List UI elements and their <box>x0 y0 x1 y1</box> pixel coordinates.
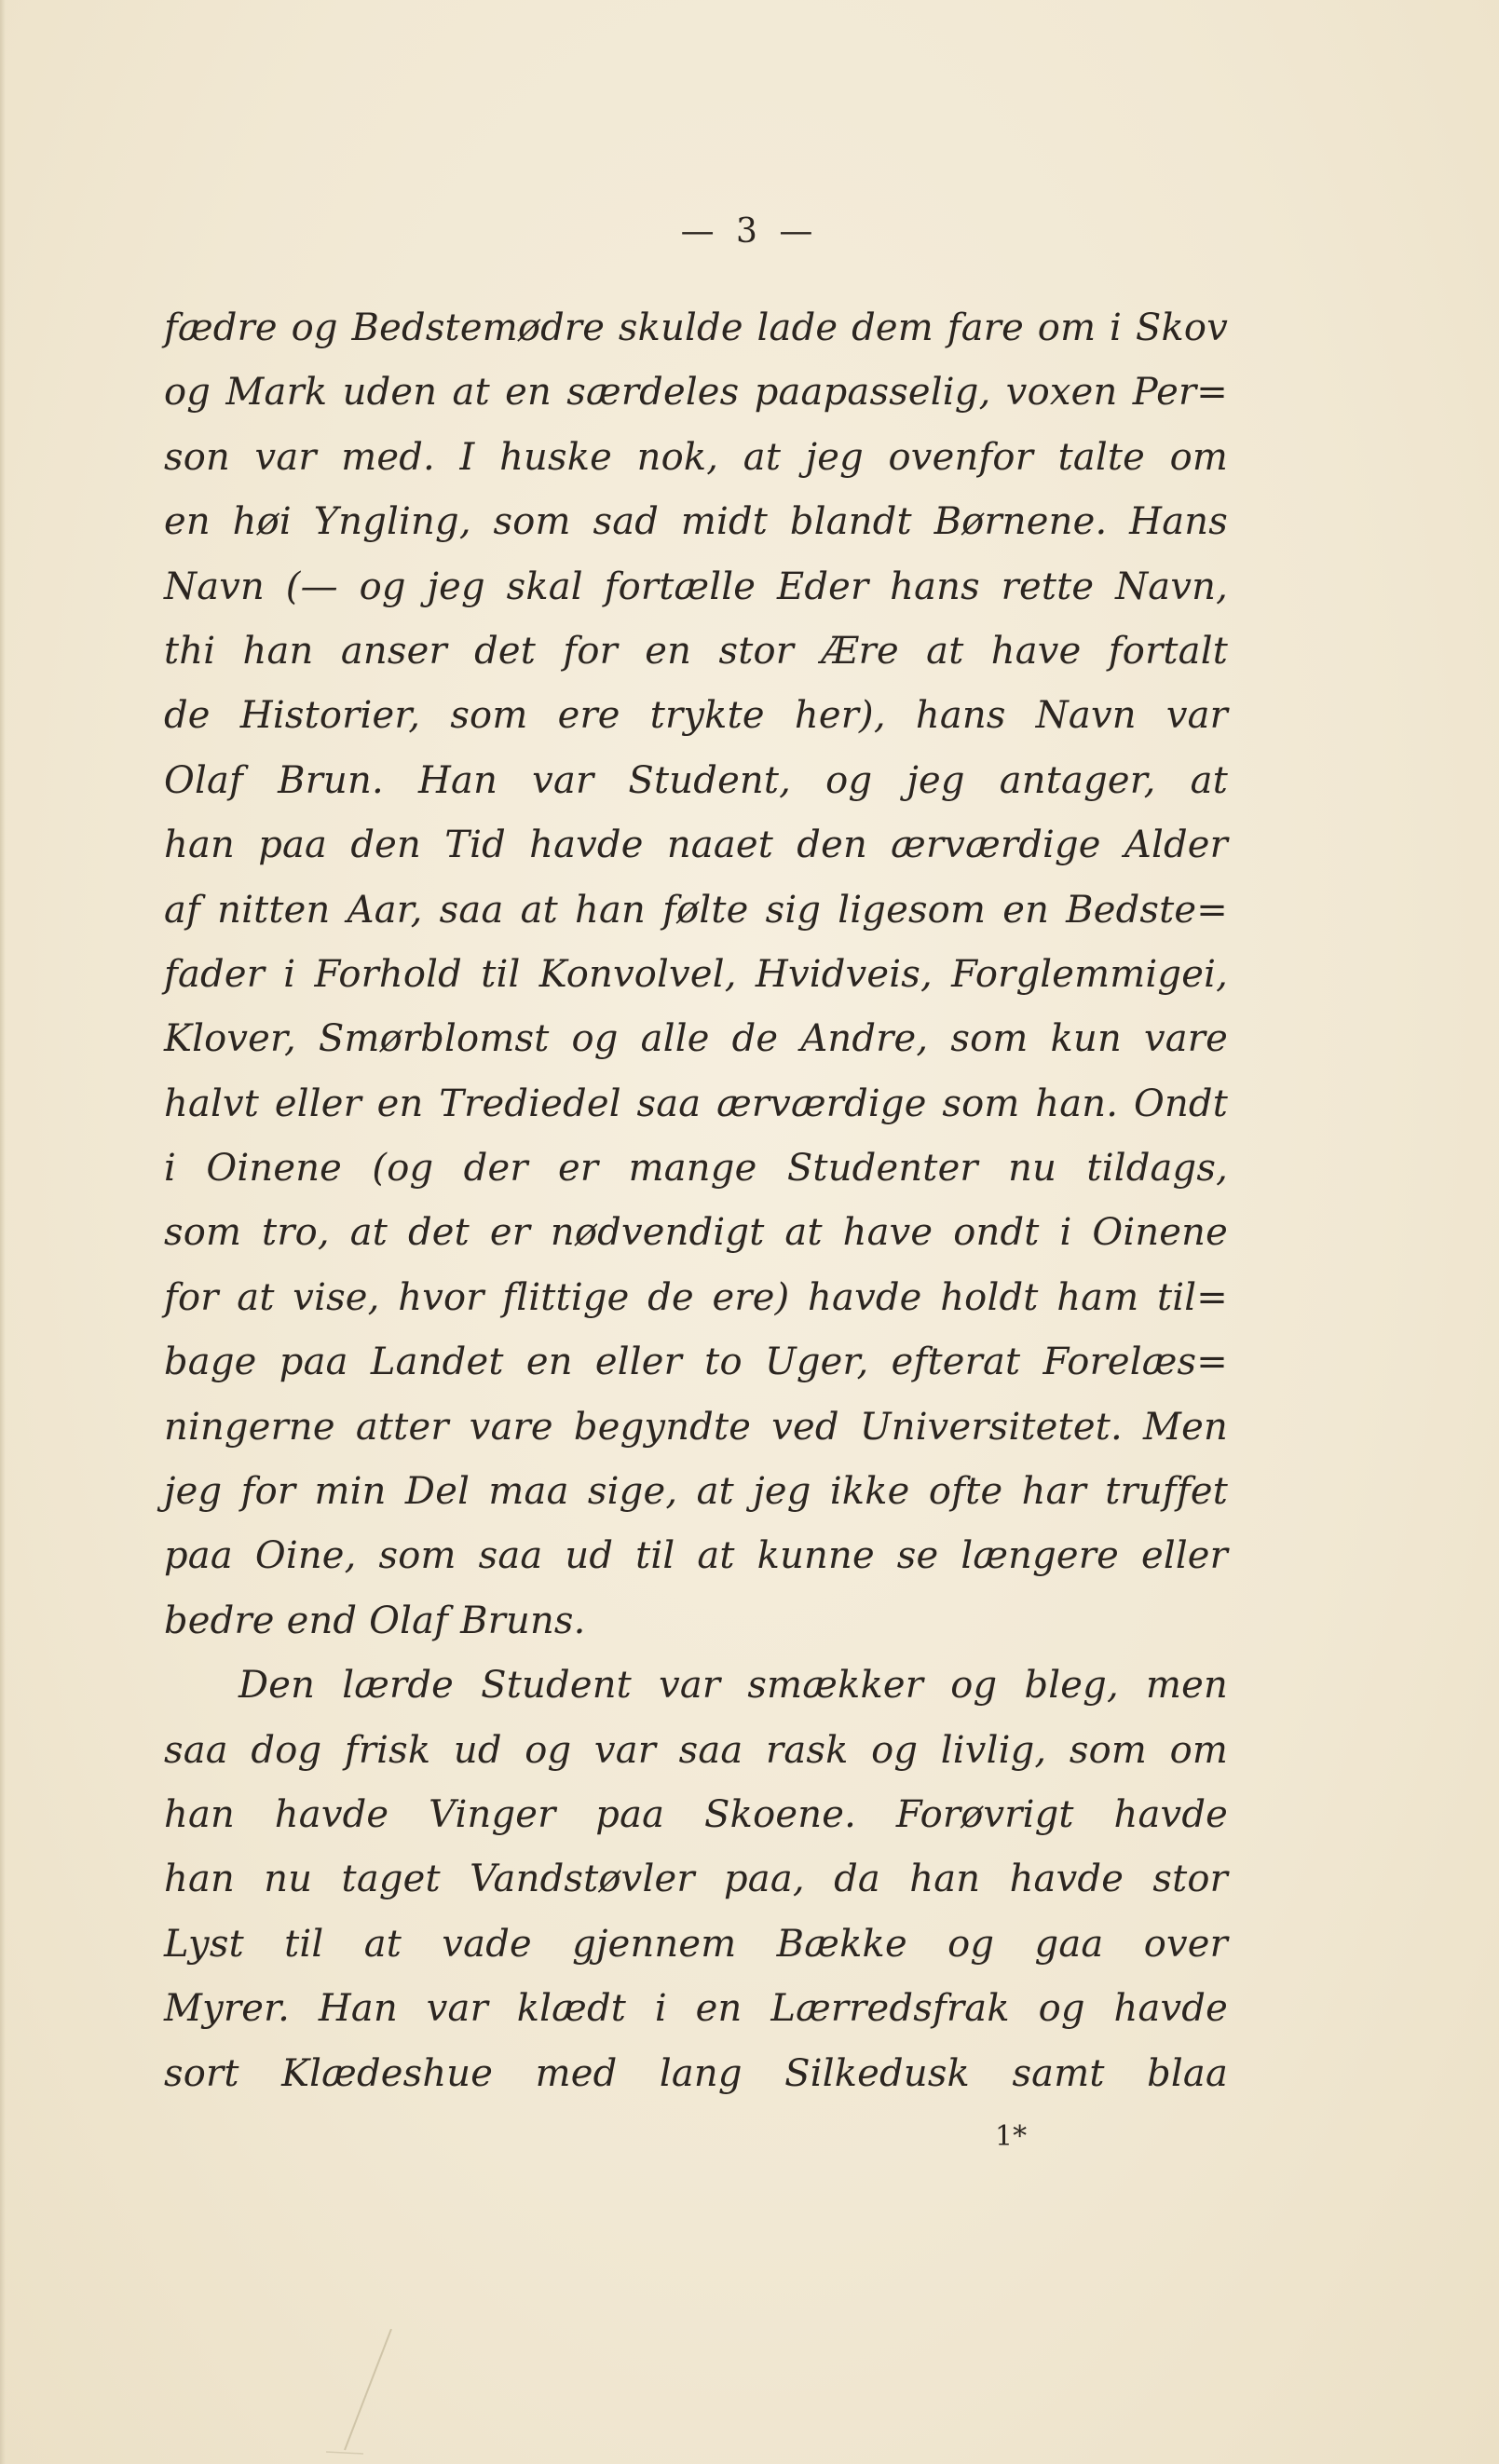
text-line: halvt eller en Trediedel saa ærværdige som han. Ondt <box>164 1082 1228 1125</box>
page-edge-shadow <box>0 0 6 2464</box>
text-line: han paa den Tid havde naaet den ærværdige Alder <box>164 824 1228 867</box>
text-line: Den lærde Student var smækker og bleg, men <box>238 1664 1228 1708</box>
text-line: i Oinene (og der er mange Studenter nu tildags, <box>164 1147 1228 1191</box>
text-line: bage paa Landet en eller to Uger, efterat Forelæs= <box>164 1341 1228 1384</box>
text-line: som tro, at det er nødvendigt at have ondt i Oinene <box>164 1211 1228 1255</box>
text-line: son var med. I huske nok, at jeg ovenfor talte om <box>164 435 1228 479</box>
text-line: Klover, Smørblomst og alle de Andre, som kun vare <box>164 1017 1228 1061</box>
text-line: han nu taget Vandstøvler paa, da han havde stor <box>164 1858 1228 1901</box>
text-line: fædre og Bedstemødre skulde lade dem fare om i Skov <box>164 306 1228 349</box>
text-line: bedre end Olaf Bruns. <box>164 1599 586 1642</box>
text-line: Lyst til at vade gjennem Bække og gaa over <box>164 1922 1228 1966</box>
text-line: fader i Forhold til Konvolvel, Hvidveis, Forglemmigei, <box>164 952 1228 996</box>
text-line: ningerne atter vare begyndte ved Universitetet. Men <box>164 1405 1228 1449</box>
text-line: jeg for min Del maa sige, at jeg ikke ofte har truffet <box>164 1470 1228 1514</box>
text-line: Olaf Brun. Han var Student, og jeg antager, at <box>164 758 1228 802</box>
text-line: af nitten Aar, saa at han følte sig ligesom en Bedste= <box>164 888 1228 932</box>
text-line: og Mark uden at en særdeles paapasselig, voxen Per= <box>164 371 1228 415</box>
text-line: Navn (— og jeg skal fortælle Eder hans rette Navn, <box>164 565 1228 608</box>
page-number-header: — 3 — <box>680 212 819 251</box>
paragraph-1 <box>164 296 1228 1654</box>
text-line: paa Oine, som saa ud til at kunne se længere eller <box>164 1534 1228 1578</box>
text-line: for at vise, hvor flittige de ere) havde holdt ham til= <box>164 1275 1228 1319</box>
body-text <box>164 296 1228 2106</box>
text-line: thi han anser det for en stor Ære at have fortalt <box>164 629 1228 673</box>
text-line: saa dog frisk ud og var saa rask og livlig, som om <box>164 1728 1228 1772</box>
signature-mark: 1* <box>995 2120 1028 2153</box>
paragraph-2 <box>164 1654 1228 2106</box>
pencil-mark <box>326 2329 438 2459</box>
text-line: en høi Yngling, som sad midt blandt Børnene. Hans <box>164 500 1228 544</box>
text-line: han havde Vinger paa Skoene. Forøvrigt havde <box>164 1792 1228 1836</box>
text-line: Myrer. Han var klædt i en Lærredsfrak og havde <box>164 1987 1228 2031</box>
text-line: sort Klædeshue med lang Silkedusk samt blaa <box>164 2051 1228 2095</box>
text-line: de Historier, som ere trykte her), hans Navn var <box>164 694 1228 738</box>
